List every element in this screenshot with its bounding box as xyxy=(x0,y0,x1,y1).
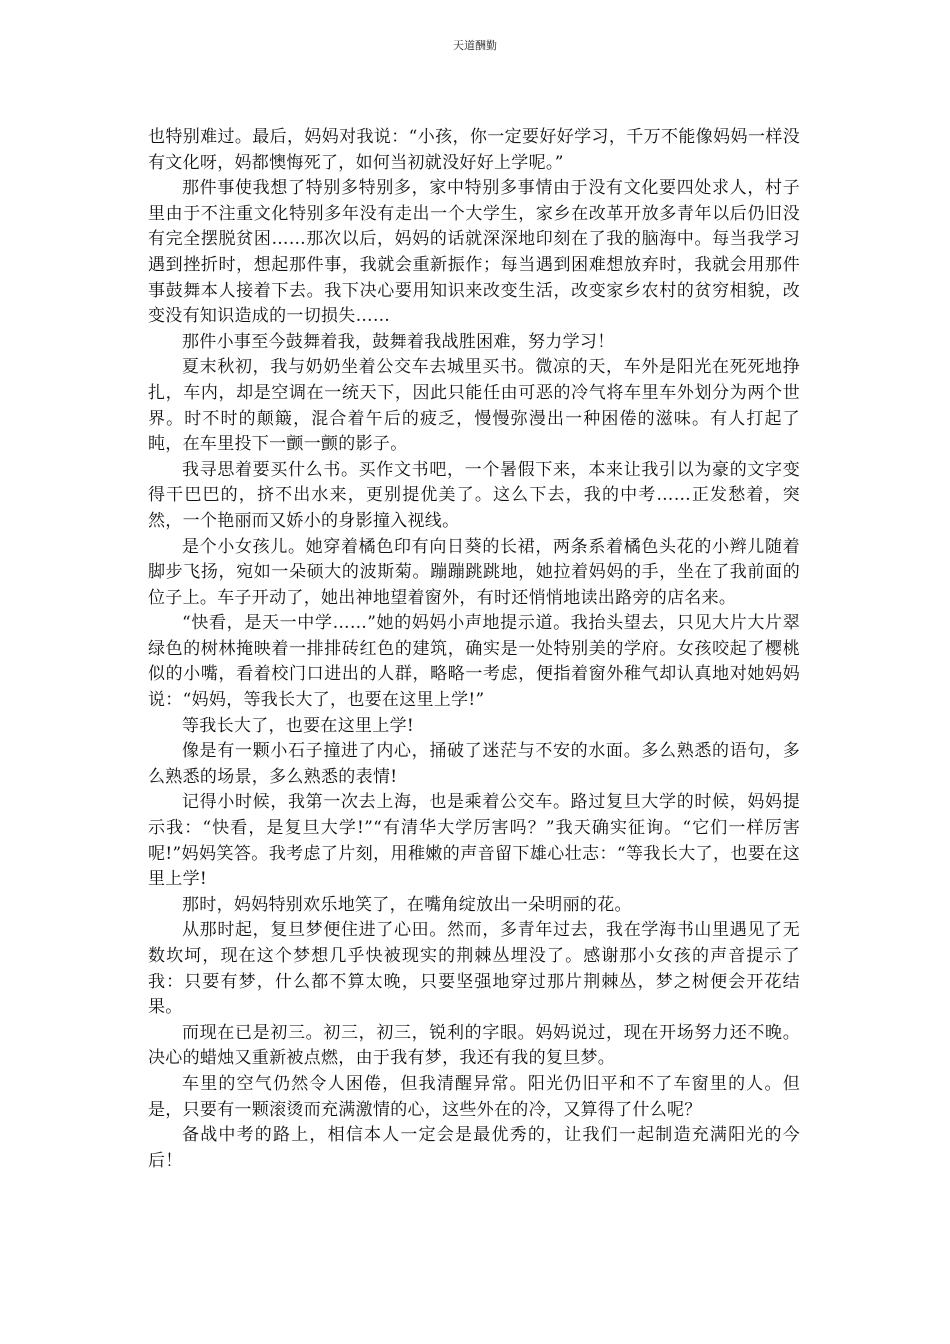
paragraph: 也特别难过。最后，妈妈对我说：“小孩，你一定要好好学习，千万不能像妈妈一样没有文化呀，妈都懊悔死了，如何当初就没好好上学呢。” xyxy=(148,127,800,173)
paragraph: 是个小女孩儿。她穿着橘色印有向日葵的长裙，两条系着橘色头花的小辫儿随着脚步飞扬，宛如一朵硕大的波斯菊。蹦蹦跳跳地，她拉着妈妈的手，坐在了我前面的位子上。车子开动了，她出神地望着窗外，有时还悄悄地读出路旁的店名来。 xyxy=(148,536,800,608)
paragraph: 那时，妈妈特别欢乐地笑了，在嘴角绽放出一朵明丽的花。 xyxy=(182,894,632,915)
paragraph: 备战中考的路上，相信本人一定会是最优秀的，让我们一起制造充满阳光的今后！ xyxy=(148,1125,800,1171)
paragraph: 那件小事至今鼓舞着我，鼓舞着我战胜困难，努力学习！ xyxy=(182,331,615,352)
article-body xyxy=(148,125,800,1174)
paragraph: 等我长大了，也要在这里上学! xyxy=(182,715,415,736)
paragraph: 从那时起，复旦梦便住进了心田。然而，多青年过去，我在学海书山里遇见了无数坎坷，现在这个梦想几乎快被现实的荆棘丛埋没了。感谢那小女孩的声音提示了我：只要有梦，什么都不算太晚，只要坚强地穿过那片荆棘丛，梦之树便会开花结果。 xyxy=(148,920,800,1018)
paragraph: 像是有一颗小石子撞进了内心，捅破了迷茫与不安的水面。多么熟悉的语句，多么熟悉的场景，多么熟悉的表情! xyxy=(148,741,800,787)
paragraph: “快看，是天一中学……”她的妈妈小声地提示道。我抬头望去，只见大片大片翠绿色的树林掩映着一排排砖红色的建筑，确实是一处特别美的学府。女孩咬起了樱桃似的小嘴，看着校门口进出的人群，略略一考虑，便指着窗外稚气却认真地对她妈妈说：“妈妈，等我长大了，也要在这里上学!” xyxy=(148,613,800,711)
paragraph: 夏末秋初，我与奶奶坐着公交车去城里买书。微凉的天，车外是阳光在死死地挣扎，车内，却是空调在一统天下，因此只能任由可恶的冷气将车里车外划分为两个世界。时不时的颠簸，混合着午后的疲乏，慢慢弥漫出一种困倦的滋味。有人打起了盹，在车里投下一颤一颤的影子。 xyxy=(148,357,800,455)
paragraph: 记得小时候，我第一次去上海，也是乘着公交车。路过复旦大学的时候，妈妈提示我：“快看，是复旦大学!”“有清华大学厉害吗？”我天确实征询。“它们一样厉害呢!”妈妈笑答。我考虑了片刻，用稚嫩的声音留下雄心壮志：“等我长大了，也要在这里上学! xyxy=(148,792,800,890)
paragraph: 而现在已是初三。初三，初三，锐利的字眼。妈妈说过，现在开场努力还不晚。决心的蜡烛又重新被点燃，由于我有梦，我还有我的复旦梦。 xyxy=(148,1022,800,1069)
paragraph: 那件事使我想了特别多特别多，家中特别多事情由于没有文化要四处求人，村子里由于不注重文化特别多年没有走出一个大学生，家乡在改革开放多青年以后仍旧没有完全摆脱贫困……那次以后，妈妈的话就深深地印刻在了我的脑海中。每当我学习遇到挫折时，想起那件事，我就会重新振作；每当遇到困难想放弃时，我就会用那件事鼓舞本人接着下去。我下决心要用知识来改变生活，改变家乡农村的贫穷相貌，改变没有知识造成的一切损失…… xyxy=(148,178,800,327)
paragraph: 我寻思着要买什么书。买作文书吧，一个暑假下来，本来让我引以为豪的文字变得干巴巴的，挤不出水来，更别提优美了。这么下去，我的中考……正发愁着，突然，一个艳丽而又娇小的身影撞入视线。 xyxy=(148,459,800,531)
page-header: 天道酬勤 xyxy=(453,39,497,52)
paragraph: 车里的空气仍然令人困倦，但我清醒异常。阳光仍旧平和不了车窗里的人。但是，只要有一颗滚烫而充满激情的心，这些外在的冷，又算得了什么呢？ xyxy=(148,1073,800,1120)
